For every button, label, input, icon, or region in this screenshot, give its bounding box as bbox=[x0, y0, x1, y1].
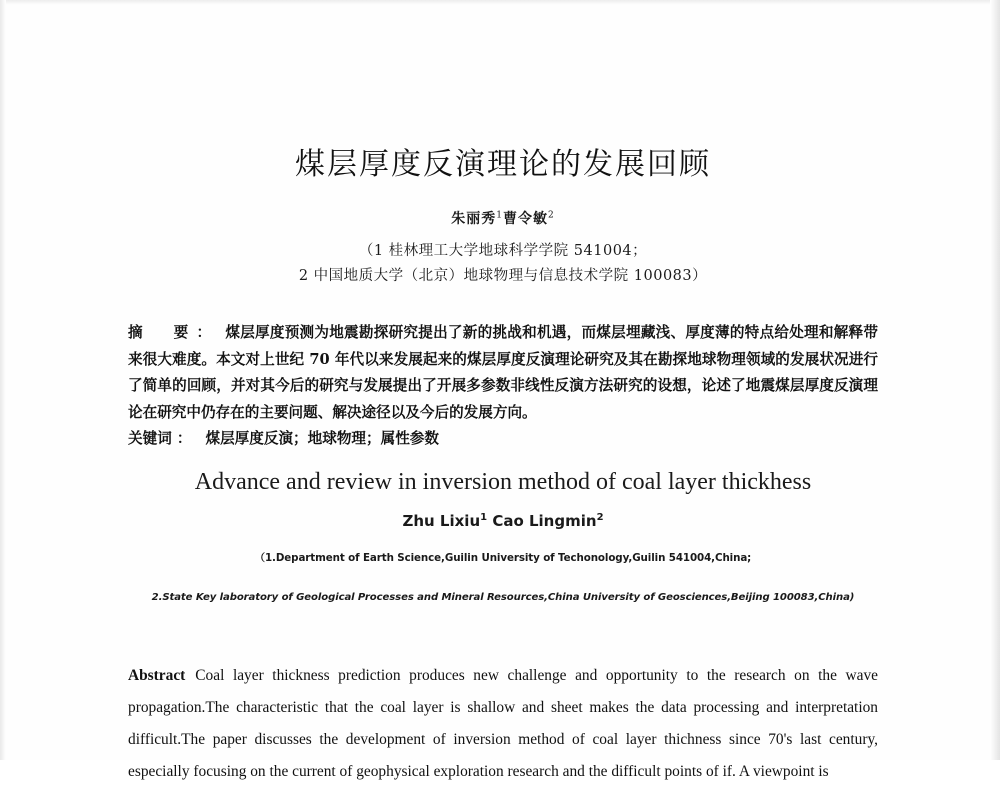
document-content bbox=[128, 0, 878, 780]
chinese-title: 煤层厚度反演理论的发展回顾 bbox=[295, 147, 711, 182]
english-affiliation-2: 2.State Key laboratory of Geological Processes and Mineral Resources,China University of Geosciences,Beijing 100083,China) bbox=[151, 592, 855, 603]
chinese-author-2: 曹令敏 bbox=[503, 211, 548, 227]
chinese-affiliation-2: 2 中国地质大学（北京）地球物理与信息技术学院 100083） bbox=[298, 268, 708, 284]
english-title: Advance and review in inversion method of coal layer thickhess bbox=[194, 469, 812, 495]
chinese-keywords-label: 关键词 ： bbox=[128, 430, 192, 447]
chinese-abstract-label: 摘 要： bbox=[128, 324, 220, 341]
english-affiliation-1: （1.Department of Earth Science,Guilin University of Techonology,Guilin 541004,China; bbox=[254, 552, 752, 564]
english-author-1: Zhu Lixiu bbox=[402, 512, 481, 530]
chinese-affiliation-1: （1 桂林理工大学地球科学学院 541004； bbox=[358, 243, 648, 259]
chinese-author-1-superscript: 1 bbox=[496, 210, 503, 221]
english-abstract-text: Coal layer thickness prediction produces new challenge and opportunity to the research on the wave propagation.The characteristic that the coal layer is shallow and sheet makes the data processing and interpretation difficult.The paper discusses the development of inversion method of coal layer thichness since 70's last century, especially focusing on the current of geophysical exploration research and the difficult points of if. A viewpoint is bbox=[128, 667, 878, 780]
scan-edge-right bbox=[990, 0, 1000, 760]
english-abstract bbox=[128, 660, 878, 788]
chinese-abstract-text: 煤层厚度预测为地震勘探研究提出了新的挑战和机遇，而煤层埋藏浅、厚度薄的特点给处理和解释带来很大难度。本文对上世纪 70 年代以来发展起来的煤层厚度反演理论研究及其在勘探地球物理领域的发展状况进行了简单的回顾，并对其今后的研究与发展提出了开展多参数非线性反演方法研究的设想，论述了地震煤层厚度反演理论在研究中仍存在的主要问题、解决途径以及今后的发展方向。 bbox=[128, 324, 878, 421]
english-abstract-label: Abstract bbox=[128, 667, 186, 684]
english-author-2-superscript: 2 bbox=[596, 512, 604, 523]
chinese-abstract bbox=[128, 320, 878, 426]
chinese-author-line bbox=[128, 208, 878, 228]
english-author-1-superscript: 1 bbox=[480, 512, 488, 523]
chinese-author-1: 朱丽秀 bbox=[451, 211, 497, 227]
chinese-keywords-text: 煤层厚度反演；地球物理；属性参数 bbox=[205, 430, 439, 447]
chinese-author-2-superscript: 2 bbox=[548, 210, 555, 221]
english-author-2: Cao Lingmin bbox=[492, 512, 597, 530]
english-author-line bbox=[128, 512, 878, 530]
scan-edge-left bbox=[0, 0, 6, 760]
chinese-keywords bbox=[128, 426, 878, 452]
